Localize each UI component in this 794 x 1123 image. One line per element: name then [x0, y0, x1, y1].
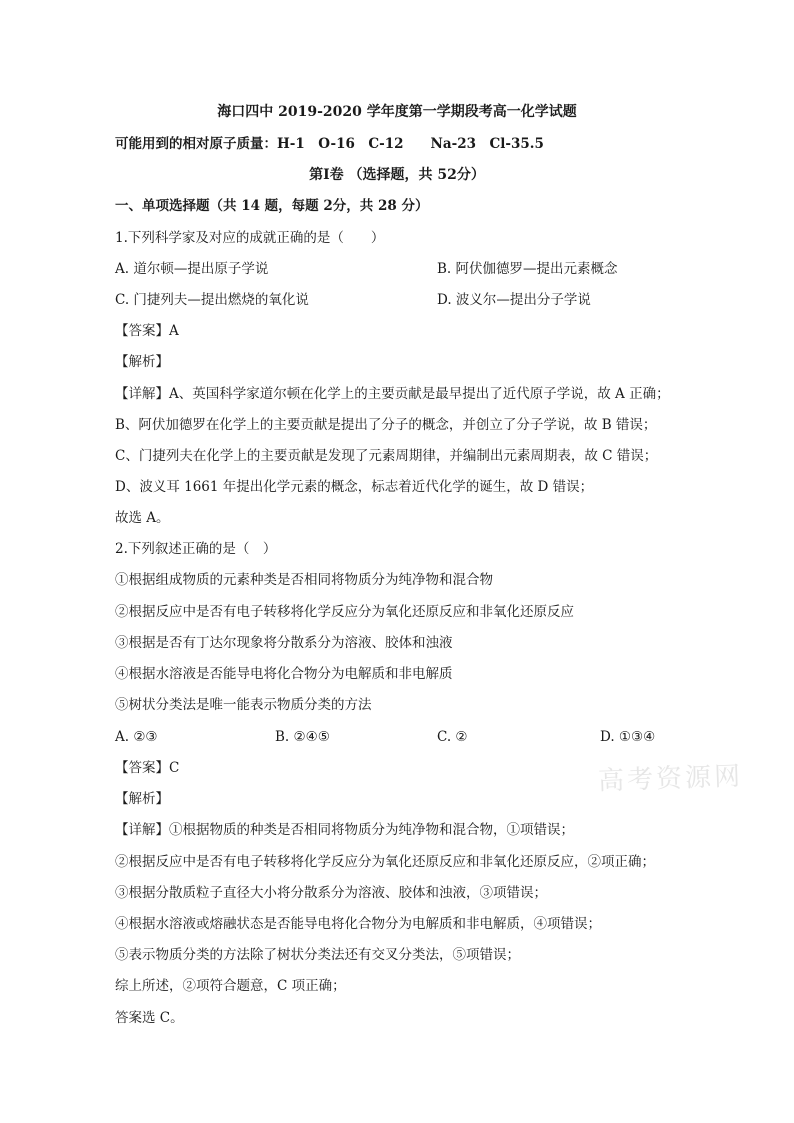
question-2-option-a: A. ②③	[115, 729, 158, 745]
volume-title: 第Ⅰ卷 （选择题，共 52分）	[309, 167, 485, 183]
question-1-option-a: A. 道尔顿—提出原子学说	[115, 261, 269, 277]
question-2-summary: 综上所述，②项符合题意，C 项正确；	[115, 978, 346, 994]
question-2-statement: ②根据反应中是否有电子转移将化学反应分为氧化还原反应和非氧化还原反应	[115, 604, 574, 620]
question-2-statement: ①根据组成物质的元素种类是否相同将物质分为纯净物和混合物	[115, 572, 493, 588]
question-1-detail-line: C、门捷列夫在化学上的主要贡献是发现了元素周期律，并编制出元素周期表，故 C 错误；	[115, 448, 658, 464]
question-2-answer: 【答案】C	[115, 760, 180, 776]
watermark: 高考资源网	[597, 761, 744, 797]
question-1-detail-line: B、阿伏加德罗在化学上的主要贡献是提出了分子的概念，并创立了分子学说，故 B 错误；	[115, 417, 657, 433]
question-1-detail-line: D、波义耳 1661 年提出化学元素的概念，标志着近代化学的诞生，故 D 错误；	[115, 479, 594, 495]
question-1-conclusion: 故选 A。	[115, 510, 170, 526]
question-2-option-c: C. ②	[437, 729, 468, 745]
question-2-detail-line: ③根据分散质粒子直径大小将分散系分为溶液、胶体和浊液，③项错误；	[115, 885, 547, 901]
question-2-statement: ⑤树状分类法是唯一能表示物质分类的方法	[115, 697, 372, 713]
question-2-detail-line: ④根据水溶液或熔融状态是否能导电将化合物分为电解质和非电解质，④项错误；	[115, 916, 601, 932]
question-1-analysis-label: 【解析】	[115, 354, 169, 370]
question-1-option-c: C. 门捷列夫—提出燃烧的氧化说	[115, 292, 309, 308]
question-2-statement: ④根据水溶液是否能导电将化合物分为电解质和非电解质	[115, 666, 453, 682]
question-2-detail-line: ⑤表示物质分类的方法除了树状分类法还有交叉分类法，⑤项错误；	[115, 947, 520, 963]
question-2-stem: 2.下列叙述正确的是（ ）	[115, 541, 277, 557]
question-2-conclusion: 答案选 C。	[115, 1010, 184, 1026]
question-1-option-b: B. 阿伏伽德罗—提出元素概念	[437, 261, 618, 277]
atomic-masses: 可能用到的相对原子质量：H-1 O-16 C-12 Na-23 Cl-35.5	[115, 136, 544, 152]
question-1-answer: 【答案】A	[115, 323, 179, 339]
exam-title: 海口四中 2019-2020 学年度第一学期段考高一化学试题	[217, 104, 577, 120]
question-1-stem: 1.下列科学家及对应的成就正确的是（ ）	[115, 230, 385, 246]
section-title: 一、单项选择题（共 14 题，每题 2分，共 28 分）	[115, 198, 429, 214]
question-1-option-d: D. 波义尔—提出分子学说	[437, 292, 591, 308]
question-2-option-d: D. ①③④	[600, 729, 656, 745]
question-1-detail-line: 【详解】A、英国科学家道尔顿在化学上的主要贡献是最早提出了近代原子学说，故 A 正确；	[115, 386, 670, 402]
question-2-detail-line: ②根据反应中是否有电子转移将化学反应分为氧化还原反应和非氧化还原反应，②项正确；	[115, 854, 655, 870]
question-2-option-b: B. ②④⑤	[275, 729, 330, 745]
question-2-detail-line: 【详解】①根据物质的种类是否相同将物质分为纯净物和混合物，①项错误；	[115, 822, 574, 838]
question-2-statement: ③根据是否有丁达尔现象将分散系分为溶液、胶体和浊液	[115, 635, 453, 651]
question-2-analysis-label: 【解析】	[115, 791, 169, 807]
